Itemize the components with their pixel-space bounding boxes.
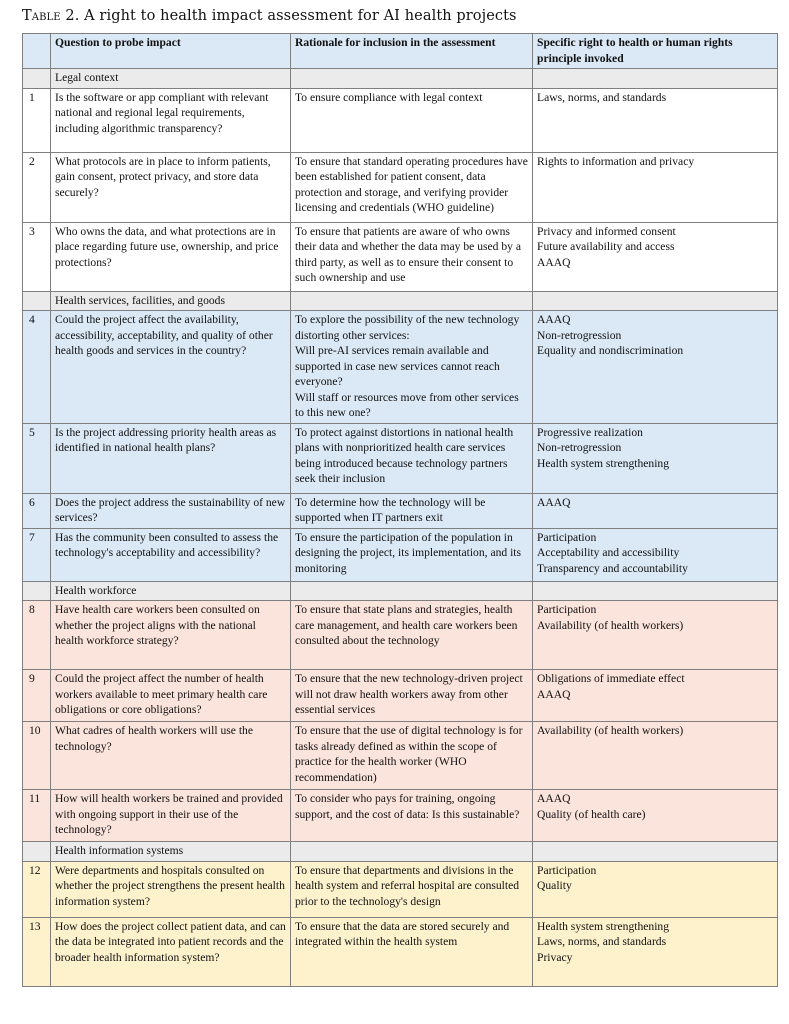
- principle-cell: [533, 861, 778, 917]
- principle-cell: [533, 423, 778, 493]
- rationale-line: To ensure that departments and divisions in the health system and referral hospital are consulted prior to the technology's design: [295, 863, 520, 908]
- section-row: [23, 69, 778, 89]
- principle-line: AAAQ: [537, 313, 571, 326]
- section-empty-cell: [533, 291, 778, 311]
- header-question: Question to probe impact: [51, 34, 291, 69]
- header-principle: Specific right to health or human rights principle invoked: [533, 34, 778, 69]
- section-empty-cell: [291, 291, 533, 311]
- principle-cell: [533, 222, 778, 291]
- table-row: [23, 152, 778, 222]
- principle-line: Laws, norms, and standards: [537, 90, 667, 104]
- row-number: 3: [23, 222, 51, 291]
- impact-assessment-table: [22, 33, 778, 987]
- rationale-cell: [291, 790, 533, 842]
- section-empty-cell: [533, 842, 778, 862]
- rationale-cell: [291, 722, 533, 790]
- principle-line: AAAQ: [537, 687, 571, 701]
- section-row: [23, 291, 778, 311]
- row-number: 7: [23, 528, 51, 581]
- table-body: [23, 69, 778, 987]
- rationale-cell: [291, 861, 533, 917]
- principle-line: Non-retrogression: [537, 328, 622, 342]
- question-cell: Could the project affect the availability, accessibility, acceptability, and quality of other health goods and services in the country?: [51, 311, 291, 424]
- principle-cell: [533, 670, 778, 722]
- principle-line: Participation: [537, 530, 597, 544]
- section-row: [23, 581, 778, 601]
- rationale-line: To explore the possibility of the new technology distorting other services:: [295, 313, 520, 342]
- principle-line: Equality and nondiscrimination: [537, 344, 684, 357]
- question-cell: Is the project addressing priority health areas as identified in national health plans?: [51, 423, 291, 493]
- table-row: [23, 528, 778, 581]
- principle-line: Participation: [537, 603, 597, 616]
- principle-line: Health system strengthening: [537, 919, 670, 933]
- section-title: Health services, facilities, and goods: [51, 291, 291, 311]
- section-row: [23, 842, 778, 862]
- table-number: Table 2.: [22, 8, 80, 24]
- rationale-line: To ensure that the new technology-driven project will not draw health workers away from other essential services: [295, 672, 523, 716]
- principle-cell: [533, 790, 778, 842]
- principle-line: Participation: [537, 863, 597, 877]
- rationale-line: To ensure that the use of digital technology is for tasks already defined as within the scope of practice for the health worker (WHO recommendation): [295, 724, 523, 784]
- principle-line: Privacy and informed consent: [537, 224, 676, 238]
- table-row: [23, 917, 778, 986]
- table-row: [23, 790, 778, 842]
- rationale-cell: [291, 601, 533, 670]
- question-cell: Who owns the data, and what protections are in place regarding future use, ownership, and price protections?: [51, 222, 291, 291]
- table-row: [23, 88, 778, 152]
- rationale-cell: [291, 423, 533, 493]
- principle-line: Future availability and access: [537, 240, 675, 253]
- section-empty-cell: [291, 842, 533, 862]
- principle-line: Health system strengthening: [537, 456, 670, 470]
- row-number: 5: [23, 423, 51, 493]
- section-number-cell: [23, 69, 51, 89]
- principle-line: Non-retrogression: [537, 441, 622, 454]
- rationale-line: Will pre-AI services remain available and supported in case new services cannot reach everyone?: [295, 344, 500, 388]
- section-number-cell: [23, 581, 51, 601]
- table-title: A right to health impact assessment for AI health projects: [84, 8, 517, 24]
- section-title: Health workforce: [51, 581, 291, 601]
- rationale-line: To ensure that the data are stored securely and integrated within the health system: [295, 919, 510, 948]
- table-row: [23, 601, 778, 670]
- table-row: [23, 493, 778, 528]
- row-number: 13: [23, 917, 51, 986]
- rationale-line: To protect against distortions in national health plans with nonprioritized health care services being introduced because technology partners seek their inclusion: [295, 425, 514, 485]
- rationale-cell: [291, 493, 533, 528]
- header-rationale: Rationale for inclusion in the assessment: [291, 34, 533, 69]
- rationale-line: To ensure that standard operating procedures have been established for patient consent, data protection and storage, and verifying provider licensing and credentials (WHO guideline): [295, 154, 528, 214]
- rationale-cell: [291, 670, 533, 722]
- question-cell: Has the community been consulted to assess the technology's acceptability and accessibility?: [51, 528, 291, 581]
- row-number: 10: [23, 722, 51, 790]
- section-empty-cell: [533, 69, 778, 89]
- question-cell: How will health workers be trained and provided with ongoing support in their use of the technology?: [51, 790, 291, 842]
- principle-line: Progressive realization: [537, 425, 643, 439]
- header-row: [23, 34, 778, 69]
- header-number: [23, 34, 51, 69]
- principle-cell: [533, 601, 778, 670]
- section-number-cell: [23, 842, 51, 862]
- table-row: [23, 861, 778, 917]
- principle-line: Availability (of health workers): [537, 724, 684, 737]
- principle-line: Privacy: [537, 950, 573, 964]
- question-cell: How does the project collect patient data, and can the data be integrated into patient records and the broader health information system?: [51, 917, 291, 986]
- row-number: 1: [23, 88, 51, 152]
- principle-cell: [533, 152, 778, 222]
- row-number: 9: [23, 670, 51, 722]
- principle-line: Transparency and accountability: [537, 561, 688, 575]
- rationale-cell: [291, 152, 533, 222]
- table-row: [23, 311, 778, 424]
- rationale-cell: [291, 311, 533, 424]
- rationale-line: Will staff or resources move from other services to this new one?: [295, 390, 519, 419]
- section-number-cell: [23, 291, 51, 311]
- principle-cell: [533, 88, 778, 152]
- rationale-line: To determine how the technology will be supported when IT partners exit: [295, 495, 486, 524]
- table-caption: [22, 8, 517, 24]
- principle-cell: [533, 311, 778, 424]
- principle-cell: [533, 722, 778, 790]
- principle-line: Quality (of health care): [537, 807, 646, 821]
- rationale-cell: [291, 222, 533, 291]
- row-number: 12: [23, 861, 51, 917]
- question-cell: What cadres of health workers will use the technology?: [51, 722, 291, 790]
- question-cell: Is the software or app compliant with relevant national and regional legal requirements, including algorithmic transparency?: [51, 88, 291, 152]
- table-row: [23, 222, 778, 291]
- table-row: [23, 670, 778, 722]
- principle-line: Rights to information and privacy: [537, 154, 695, 168]
- section-title: Legal context: [51, 69, 291, 89]
- principle-line: Obligations of immediate effect: [537, 672, 685, 685]
- row-number: 11: [23, 790, 51, 842]
- rationale-line: To ensure compliance with legal context: [295, 90, 483, 104]
- rationale-line: To ensure that patients are aware of who owns their data and whether the data may be used by a third party, as well as to ensure their consent to such ownership and use: [295, 224, 521, 284]
- principle-cell: [533, 493, 778, 528]
- row-number: 4: [23, 311, 51, 424]
- principle-line: AAAQ: [537, 255, 571, 269]
- principle-line: AAAQ: [537, 495, 571, 509]
- section-empty-cell: [291, 69, 533, 89]
- rationale-line: To ensure the participation of the population in designing the project, its implementation, and its monitoring: [295, 530, 522, 575]
- row-number: 8: [23, 601, 51, 670]
- rationale-cell: [291, 917, 533, 986]
- principle-line: Availability (of health workers): [537, 618, 684, 632]
- principle-line: Quality: [537, 879, 572, 892]
- principle-cell: [533, 528, 778, 581]
- section-empty-cell: [291, 581, 533, 601]
- rationale-cell: [291, 88, 533, 152]
- question-cell: Have health care workers been consulted on whether the project aligns with the national health workforce strategy?: [51, 601, 291, 670]
- question-cell: Were departments and hospitals consulted on whether the project strengthens the present health information system?: [51, 861, 291, 917]
- principle-line: Laws, norms, and standards: [537, 935, 667, 948]
- table-row: [23, 722, 778, 790]
- row-number: 2: [23, 152, 51, 222]
- section-title: Health information systems: [51, 842, 291, 862]
- rationale-line: To consider who pays for training, ongoing support, and the cost of data: Is this sustainable?: [295, 792, 520, 821]
- principle-line: Acceptability and accessibility: [537, 546, 680, 559]
- principle-line: AAAQ: [537, 792, 571, 805]
- row-number: 6: [23, 493, 51, 528]
- question-cell: What protocols are in place to inform patients, gain consent, protect privacy, and store data securely?: [51, 152, 291, 222]
- rationale-line: To ensure that state plans and strategies, health care management, and health care workers been consulted about the technology: [295, 603, 518, 647]
- question-cell: Could the project affect the number of health workers available to meet primary health care obligations or core obligations?: [51, 670, 291, 722]
- question-cell: Does the project address the sustainability of new services?: [51, 493, 291, 528]
- table-row: [23, 423, 778, 493]
- section-empty-cell: [533, 581, 778, 601]
- principle-cell: [533, 917, 778, 986]
- rationale-cell: [291, 528, 533, 581]
